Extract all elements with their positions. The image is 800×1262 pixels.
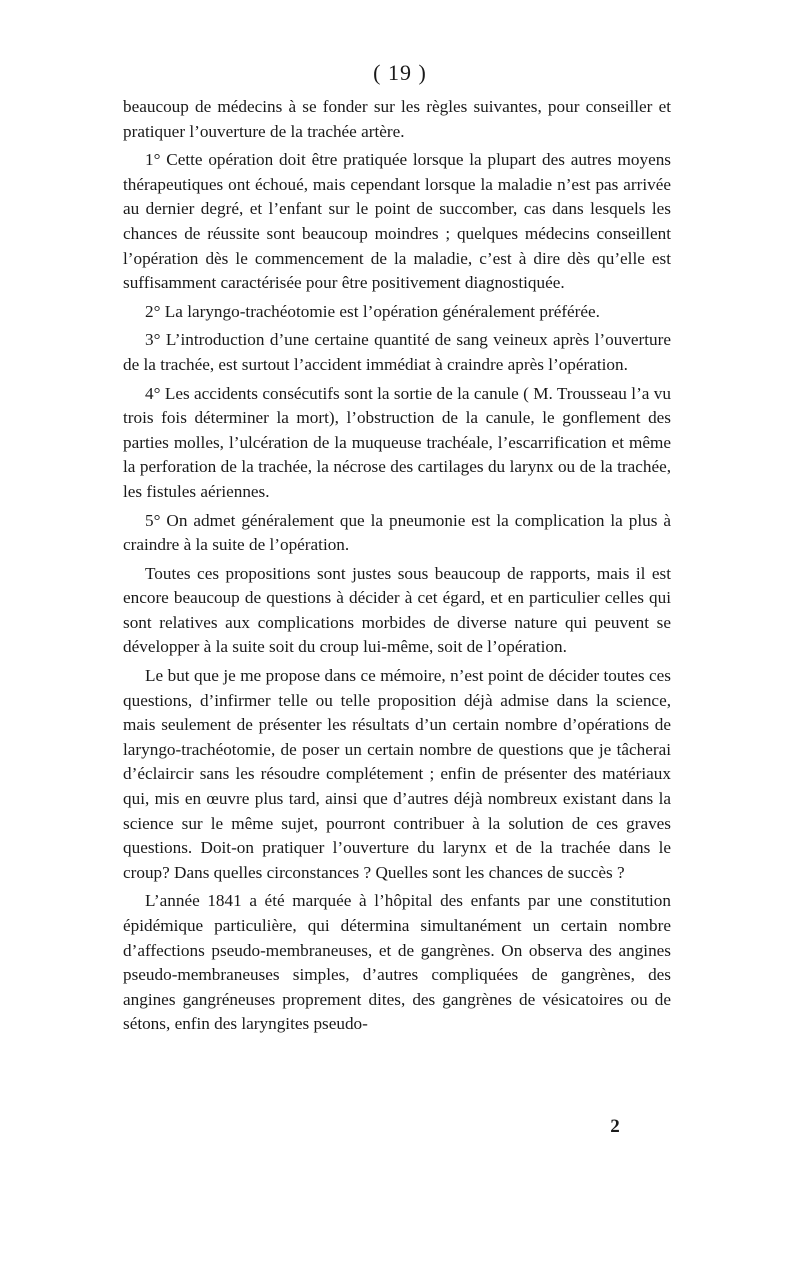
paragraph: 5° On admet généralement que la pneumonie est la complication la plus à craindre à la suite de l’opération. — [123, 510, 671, 555]
paragraph: 4° Les accidents consécutifs sont la sortie de la canule ( M. Trousseau l’a vu trois fois déterminer la mort), l’obstruction de la canule, le gonflement des parties molles, l’ulcération de la muqueuse trachéale, l’escarrification et même la perforation de la trachée, la nécrose des cartilages du larynx ou de la trachée, les fistules aériennes. — [123, 383, 671, 501]
page-number: ( 19 ) — [373, 60, 427, 85]
paragraph: 3° L’introduction d’une certaine quantité de sang veineux après l’ouverture de la trachée, est surtout l’accident immédiat à craindre après l’opération. — [123, 330, 671, 374]
paragraph: beaucoup de médecins à se fonder sur les règles suivantes, pour conseiller et pratiquer l’ouverture de la trachée artère. — [123, 97, 671, 141]
signature-mark: 2 — [610, 1116, 620, 1137]
paragraph: L’année 1841 a été marquée à l’hôpital des enfants par une constitution épidémique particulière, qui détermina simultanément un certain nombre d’affections pseudo-membraneuses, et de gangrènes. On observa des angines pseudo-membraneuses simples, d’autres compliquées de gangrènes, des angines gangréneuses proprement dites, des gangrènes de vésicatoires ou de sétons, enfin des laryngites pseudo- — [123, 891, 671, 1034]
paragraph: 2° La laryngo-trachéotomie est l’opération généralement préférée. — [145, 301, 600, 321]
paragraph: Le but que je me propose dans ce mémoire, n’est point de décider toutes ces questions, d’infirmer telle ou telle proposition déjà admise dans la science, mais seulement de présenter les résultats d’un certain nombre d’opérations de laryngo-trachéotomie, de poser un certain nombre de questions que je tâcherai d’éclaircir sans les résoudre complétement ; enfin de présenter des matériaux qui, mis en œuvre plus tard, ainsi que d’autres déjà nombreux existant dans la science sur le même sujet, pourront contribuer à la solution de ces graves questions. Doit-on pratiquer l’ouverture du larynx et de la trachée dans le croup? Dans quelles circonstances ? Quelles sont les chances de succès ? — [123, 666, 671, 882]
paragraph: 1° Cette opération doit être pratiquée lorsque la plupart des autres moyens thérapeutiques ont échoué, mais cependant lorsque la maladie n’est pas arrivée au dernier degré, et l’enfant sur le point de succomber, cas dans lesquels les chances de réussite sont beaucoup moindres ; quelques médecins conseillent l’opération dès le commencement de la maladie, c’est à dire dès qu’elle est suffisamment caractérisée pour être positivement diagnostiquée. — [123, 150, 671, 293]
paragraph: Toutes ces propositions sont justes sous beaucoup de rapports, mais il est encore beaucoup de questions à décider à cet égard, et en particulier celles qui sont relatives aux complications morbides de diverse nature qui peuvent se développer à la suite soit du croup lui-même, soit de l’opération. — [123, 563, 671, 657]
body-text — [123, 95, 671, 1041]
